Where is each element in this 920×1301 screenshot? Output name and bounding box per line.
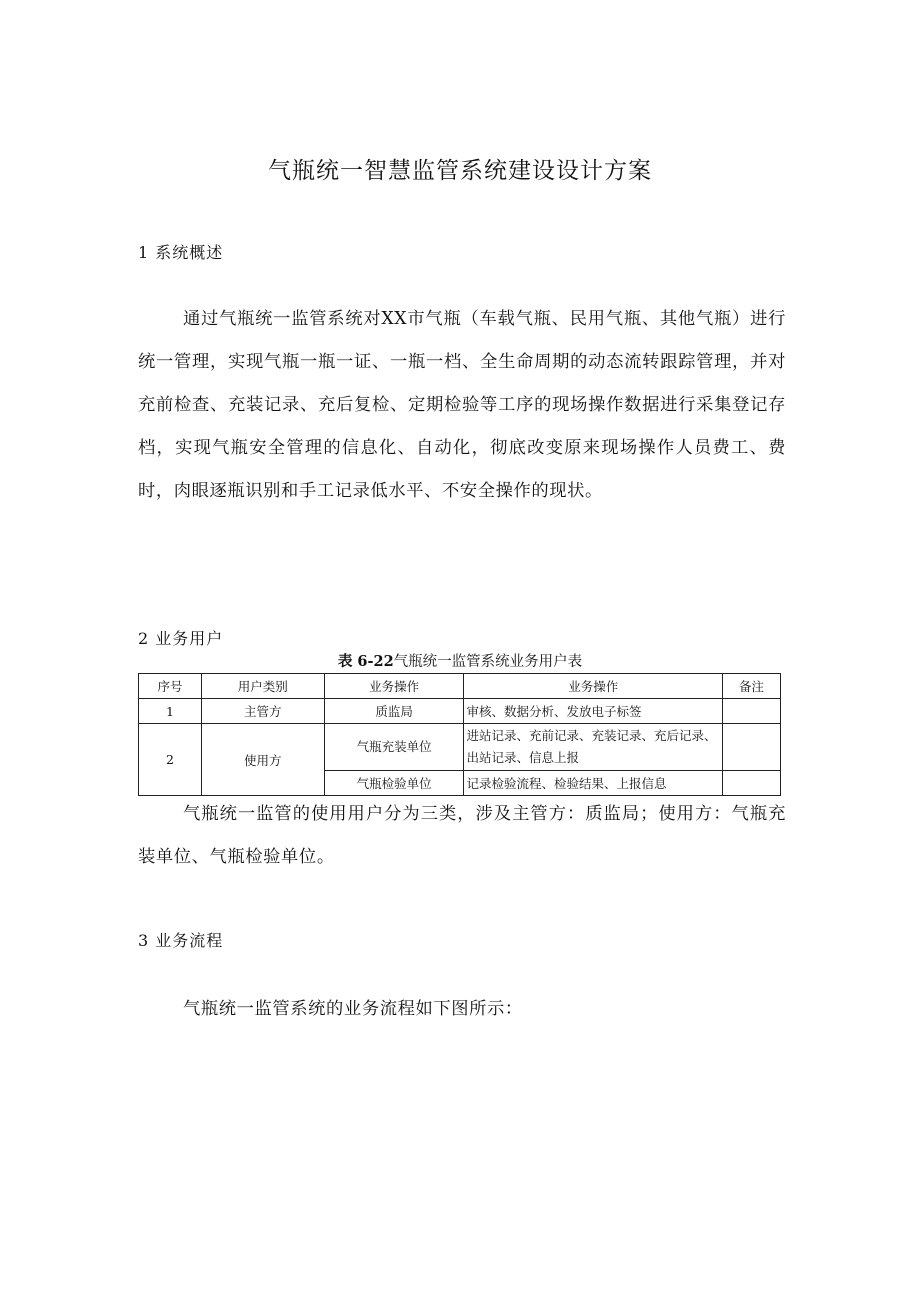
cell-no: 2 [139, 724, 202, 796]
table-title: 气瓶统一监管系统业务用户表 [393, 654, 583, 670]
table-row [139, 699, 781, 724]
cell-note [723, 699, 781, 724]
cell-unit: 质监局 [324, 699, 464, 724]
table-caption [0, 650, 920, 671]
section-1-heading: 1 系统概述 [138, 243, 224, 262]
cell-unit: 气瓶充装单位 [324, 724, 464, 771]
header-unit: 业务操作 [324, 674, 464, 699]
cell-note [723, 771, 781, 796]
cell-user-type: 主管方 [201, 699, 324, 724]
cell-no: 1 [139, 699, 202, 724]
cell-operations: 审核、数据分析、发放电子标签 [464, 699, 723, 724]
business-users-table [138, 673, 781, 796]
table-row [139, 724, 781, 771]
header-user-type: 用户类别 [201, 674, 324, 699]
header-note: 备注 [723, 674, 781, 699]
section-3-paragraph: 气瓶统一监管系统的业务流程如下图所示： [183, 999, 523, 1019]
cell-note [723, 724, 781, 771]
section-2-paragraph: 气瓶统一监管的使用用户分为三类，涉及主管方：质监局；使用方：气瓶充装单位、气瓶检验单位。 [138, 804, 786, 867]
cell-operations: 记录检验流程、检验结果、上报信息 [464, 771, 723, 796]
section-2-heading: 2 业务用户 [138, 629, 224, 648]
section-3-heading: 3 业务流程 [138, 931, 224, 950]
header-no: 序号 [139, 674, 202, 699]
cell-user-type: 使用方 [201, 724, 324, 796]
cell-unit: 气瓶检验单位 [324, 771, 464, 796]
header-operations: 业务操作 [464, 674, 723, 699]
table-header-row [139, 674, 781, 699]
document-title: 气瓶统一智慧监管系统建设设计方案 [268, 158, 652, 184]
table-number: 表 6-22 [337, 653, 394, 670]
cell-operations: 进站记录、充前记录、充装记录、充后记录、出站记录、信息上报 [464, 724, 723, 771]
section-1-paragraph: 通过气瓶统一监管系统对XX市气瓶（车载气瓶、民用气瓶、其他气瓶）进行统一管理，实现气瓶一瓶一证、一瓶一档、全生命周期的动态流转跟踪管理，并对充前检查、充装记录、充后复检、定期检验等工序的现场操作数据进行采集登记存档，实现气瓶安全管理的信息化、自动化，彻底改变原来现场操作人员费工、费时，肉眼逐瓶识别和手工记录低水平、不安全操作的现状。 [138, 309, 786, 501]
